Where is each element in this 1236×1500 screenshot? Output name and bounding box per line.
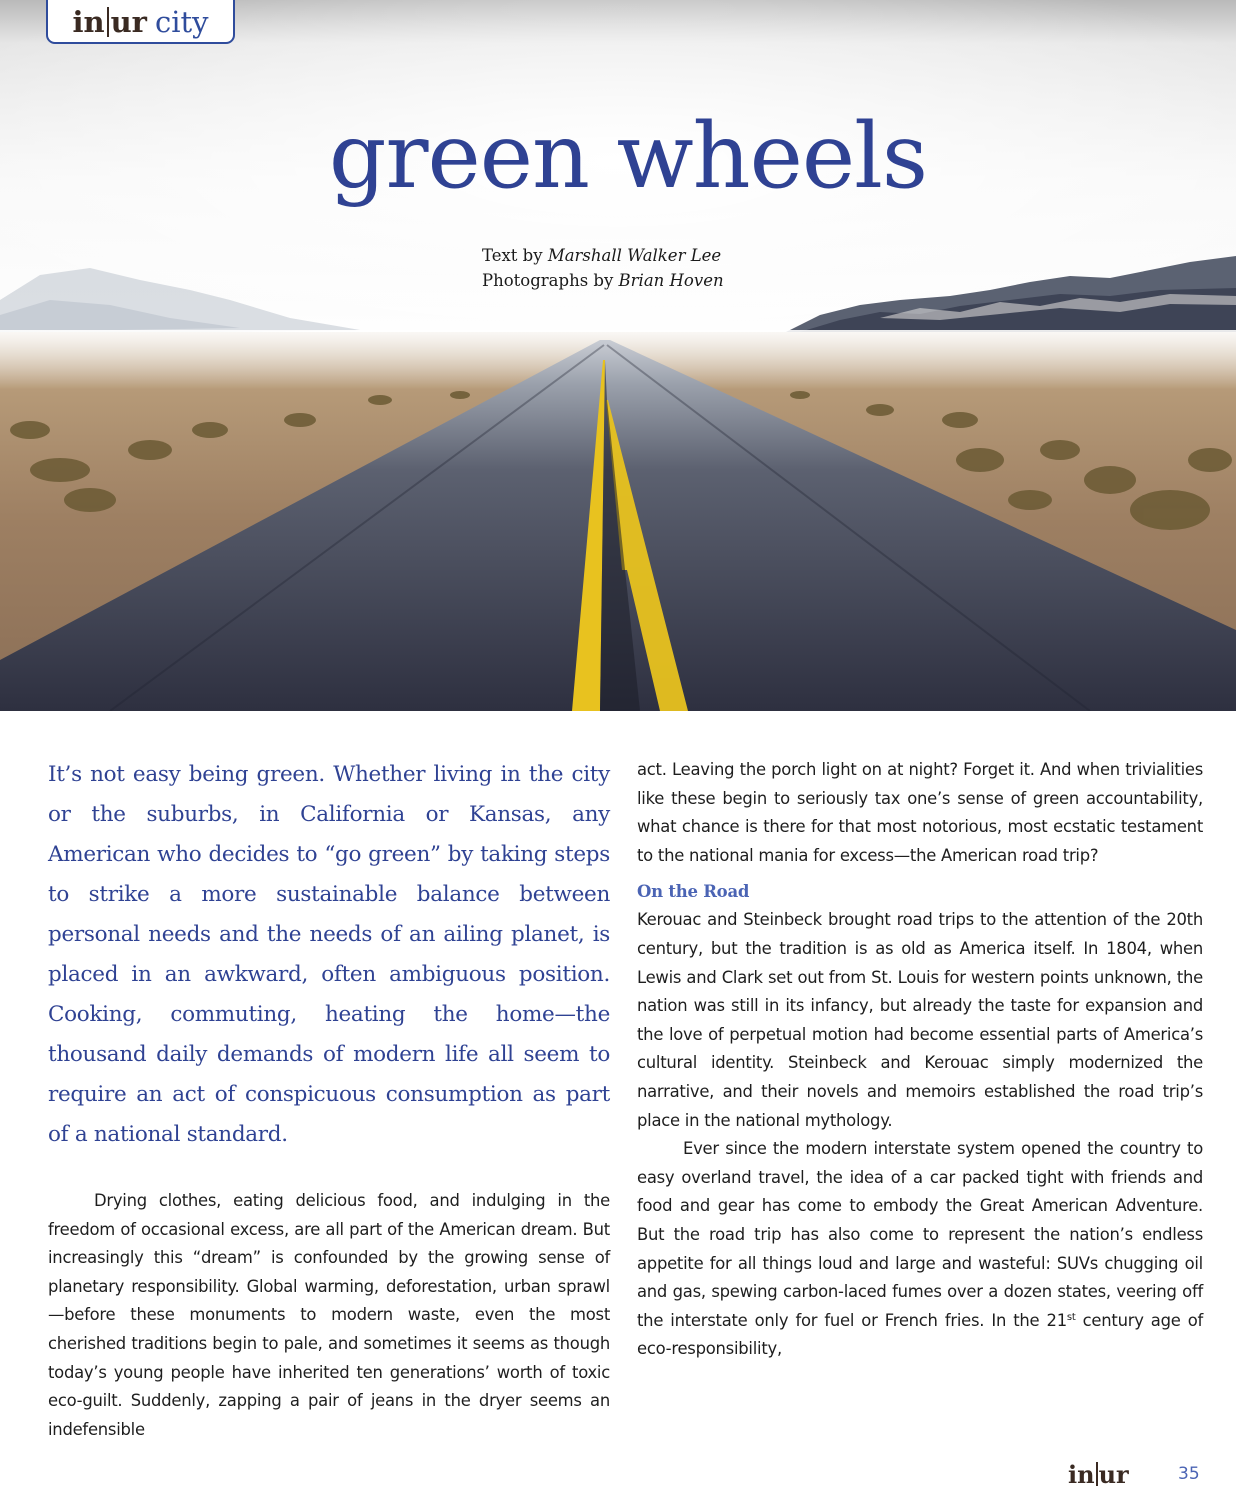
- text-author: Marshall Walker Lee: [547, 246, 722, 265]
- lede-paragraph: It’s not easy being green. Whether living in the city or the suburbs, in California or Kansas, any American who decides to “go green” by taking steps to strike a more sustainable balance between personal needs and the needs of an ailing planet, is placed in an awkward, often ambiguous position. Cooking, commuting, heating the home—the thousand daily demands of modern life all seem to require an act of conspicuous consumption as part of a national standard.: [48, 762, 610, 1147]
- photo-credit-prefix: Photographs by: [482, 271, 619, 290]
- brand-logo-right: ur: [110, 5, 147, 39]
- body-paragraph: Kerouac and Steinbeck brought road trips to the attention of the 20th century, but the tradition is as old as America itself. In 1804, when Lewis and Clark set out from St. Louis for western points unknown, the nation was still in its infancy, but already the taste for expansion and the love of perpetual motion had become essential parts of America’s cultural identity. Steinbeck and Kerouac simply modernized the narrative, and their novels and memoirs established the road trip’s place in the national mythology.: [637, 910, 1203, 1130]
- body-paragraph: [637, 1135, 1203, 1364]
- photo-author: Brian Hoven: [618, 271, 724, 290]
- section-badge: [46, 0, 235, 44]
- section-subheading: On the Road: [637, 882, 750, 902]
- text-credit-prefix: Text by: [482, 246, 548, 265]
- body-text: century age of eco-responsibility,: [637, 1310, 1203, 1359]
- ordinal-superscript: st: [1066, 1311, 1076, 1323]
- page-number: 35: [1178, 1464, 1200, 1484]
- photo-credit: [482, 268, 724, 293]
- article-credits: [482, 243, 724, 293]
- article-title: green wheels: [328, 104, 928, 209]
- hero-photo: [0, 0, 1236, 711]
- body-text: Ever since the modern interstate system opened the country to easy overland travel, the idea of a car packed tight with friends and food and gear has come to embody the Great American Adventure. But the road trip has also come to represent the nation’s endless appetite for all things loud and large and wasteful: SUVs chugging oil and gas, spewing carbon-laced fumes over a dozen states, veering off the interstate only for fuel or French fries. In the 21: [637, 1139, 1203, 1330]
- body-column-left: [48, 1187, 610, 1444]
- footer-brand-right: ur: [1098, 1460, 1129, 1489]
- brand-logo-left: in: [72, 5, 105, 39]
- body-column-right: [637, 756, 1203, 1364]
- text-credit: [482, 243, 724, 268]
- footer-brand-logo: [1068, 1460, 1129, 1489]
- body-paragraph: Drying clothes, eating delicious food, and indulging in the freedom of occasional excess, are all part of the American dream. But increasingly this “dream” is confounded by the growing sense of planetary responsibility. Global warming, deforestation, urban sprawl—before these monuments to modern waste, even the most cherished traditions begin to pale, and sometimes it seems as though today’s young people have inherited ten generations’ worth of toxic eco-guilt. Suddenly, zapping a pair of jeans in the dryer seems an indefensible: [48, 1191, 610, 1439]
- brand-logo-divider: [107, 7, 109, 37]
- section-label: city: [154, 5, 209, 39]
- body-paragraph: act. Leaving the porch light on at night? Forget it. And when trivialities like these begin to seriously tax one’s sense of green accountability, what chance is there for that most notorious, most ecstatic testament to the national mania for excess—the American road trip?: [637, 760, 1203, 865]
- footer-brand-left: in: [1068, 1460, 1095, 1489]
- footer-brand-divider: [1096, 1462, 1098, 1486]
